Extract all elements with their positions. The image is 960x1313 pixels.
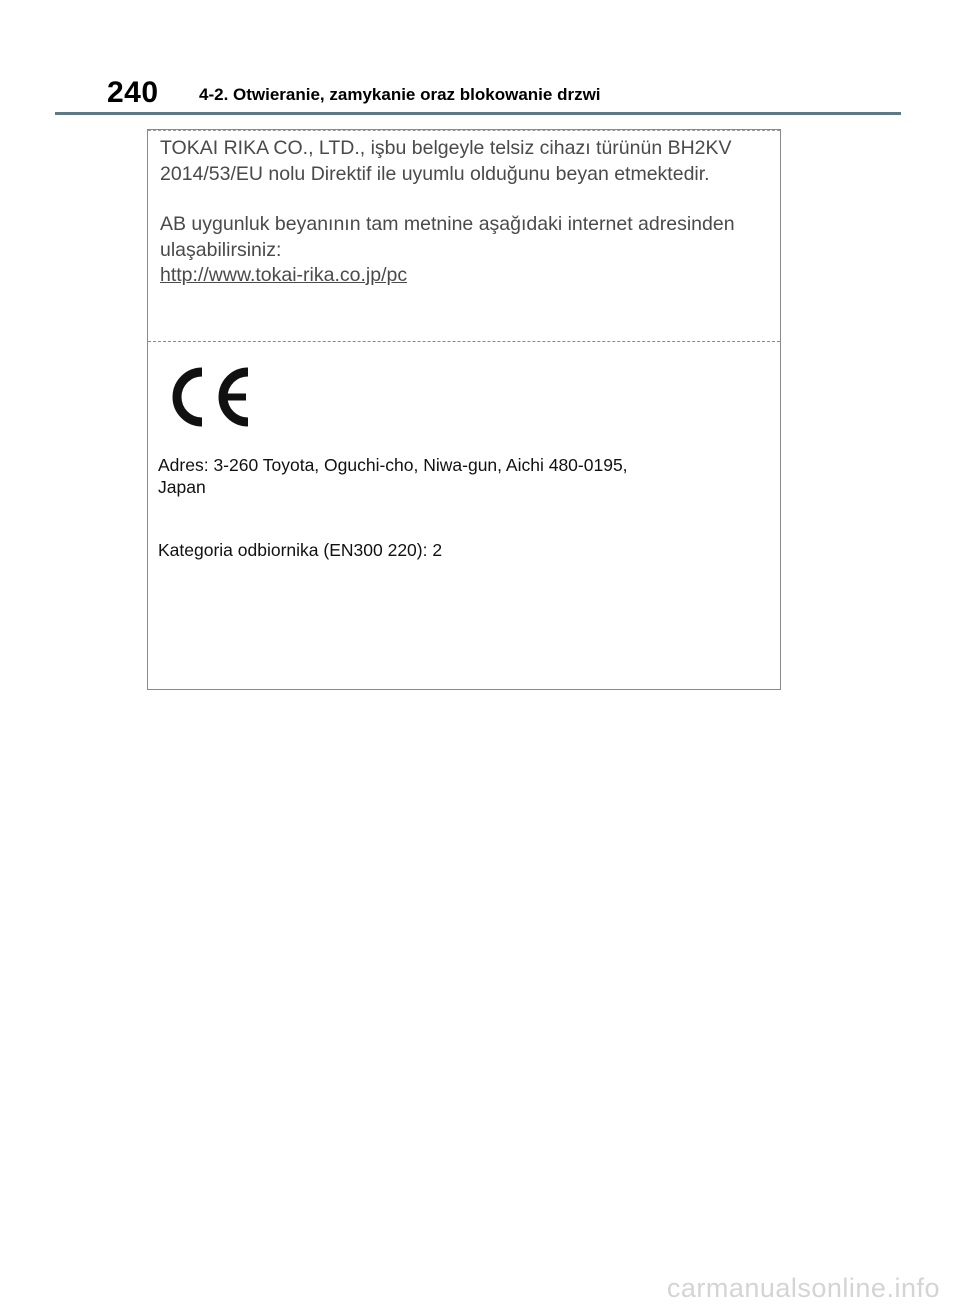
declaration-url-link[interactable]: http://www.tokai-rika.co.jp/pc <box>160 264 408 286</box>
page-header <box>0 0 960 118</box>
turkish-paragraph-1: TOKAI RIKA CO., LTD., işbu belgeyle telsiz cihazı türünün BH2KV 2014/53/EU nolu Direktif ile uyumlu olduğunu beyan etmektedir. <box>160 137 732 185</box>
top-dashed-divider <box>148 130 780 131</box>
page-number: 240 <box>107 76 159 109</box>
turkish-paragraph-2: AB uygunluk beyanının tam metnine aşağıdaki internet adresinden ulaşabilirsiniz: <box>160 213 735 261</box>
turkish-declaration <box>160 136 772 289</box>
declaration-notice-box <box>147 129 781 690</box>
address-line-2: Japan <box>158 477 206 497</box>
middle-dashed-divider <box>148 341 780 342</box>
section-title: 4-2. Otwieranie, zamykanie oraz blokowanie drzwi <box>199 85 601 104</box>
header-rule <box>55 112 901 115</box>
turkish-paragraph-2-wrap <box>160 212 772 289</box>
manufacturer-address <box>158 454 758 498</box>
ce-mark-icon <box>168 366 252 428</box>
receiver-category: Kategoria odbiornika (EN300 220): 2 <box>158 540 443 560</box>
address-line-1: Adres: 3-260 Toyota, Oguchi-cho, Niwa-gun, Aichi 480-0195, <box>158 455 628 475</box>
site-watermark: carmanualsonline.info <box>666 1273 940 1303</box>
